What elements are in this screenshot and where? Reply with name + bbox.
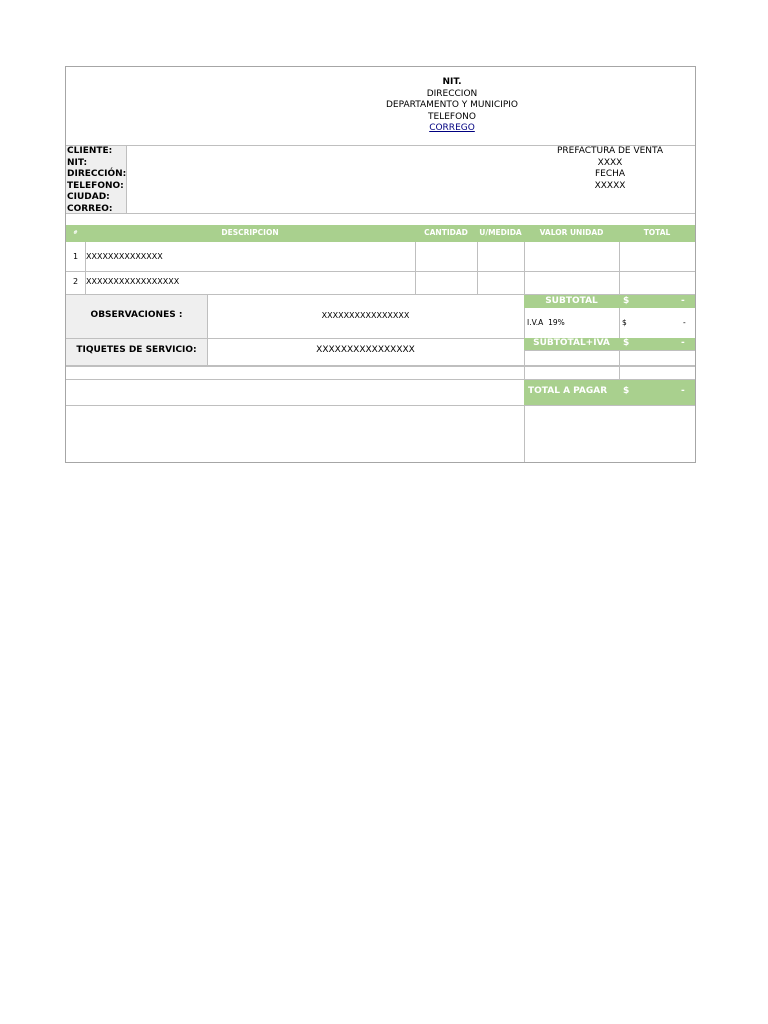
total-currency: $ [623,386,630,396]
client-label-direccion: DIRECCIÓN: [67,169,127,179]
subtotal-iva-currency: $ [623,338,630,348]
observaciones-value: XXXXXXXXXXXXXXXX [321,311,410,320]
divider [415,242,416,294]
divider [524,350,695,351]
divider [619,308,620,365]
tiquetes-label: TIQUETES DE SERVICIO: [76,345,197,355]
iva-value: - [683,318,686,327]
row-1-descripcion: XXXXXXXXXXXXXX [86,252,163,261]
subtotal-currency: $ [623,296,630,306]
divider [477,242,478,294]
divider [66,271,695,272]
company-phone: TELEFONO [428,111,476,122]
divider [66,213,695,214]
company-email-link[interactable]: CORREGO [429,123,475,133]
prefactura-number: XXXX [597,157,623,168]
client-label-cliente: CLIENTE: [67,146,113,156]
total-label: TOTAL A PAGAR [528,386,608,396]
company-department: DEPARTAMENTO Y MUNICIPIO [385,100,518,110]
divider [85,242,86,294]
subtotal-value: - [681,296,685,306]
row-2-item: 2 [72,277,79,286]
company-nit: NIT. [442,77,462,87]
prefactura-date-value: XXXXX [594,180,626,191]
row-2-descripcion: XXXXXXXXXXXXXXXXX [86,277,180,286]
invoice-sheet [65,66,696,463]
header-descripcion: DESCRIPCION [221,228,279,237]
header-total: TOTAL [643,228,671,237]
header-cantidad: CANTIDAD [424,228,468,237]
header-umedida: U/MEDIDA [479,228,522,237]
divider [619,365,620,379]
iva-rate: 19% [548,318,565,327]
company-address: DIRECCION [426,88,478,99]
client-label-ciudad: CIUDAD: [67,192,110,202]
client-label-nit: NIT: [67,157,88,168]
company-header [336,77,568,135]
prefactura-date-label: FECHA [594,169,626,179]
prefactura-block [536,146,684,192]
observaciones-label: OBSERVACIONES : [90,310,183,320]
prefactura-title: PREFACTURA DE VENTA [556,146,663,156]
client-labels [66,146,127,213]
client-label-correo: CORREO: [67,203,113,214]
header-item: # ITEM [68,230,83,250]
divider [619,242,620,294]
subtotal-iva-label: SUBTOTAL+IVA [533,338,610,348]
iva-currency: $ [622,318,627,327]
subtotal-iva-value: - [681,338,685,348]
client-label-telefono: TELEFONO: [67,180,124,191]
total-value: - [681,386,685,396]
divider [524,242,525,462]
row-1-item: 1 [72,252,79,261]
divider [66,405,695,406]
iva-label-text: I.V.A [527,318,544,327]
divider [66,365,695,367]
header-valor-unidad: VALOR UNIDAD [539,228,604,237]
tiquetes-value: XXXXXXXXXXXXXXXX [316,345,415,355]
iva-label [527,318,565,327]
subtotal-label: SUBTOTAL [545,296,598,306]
